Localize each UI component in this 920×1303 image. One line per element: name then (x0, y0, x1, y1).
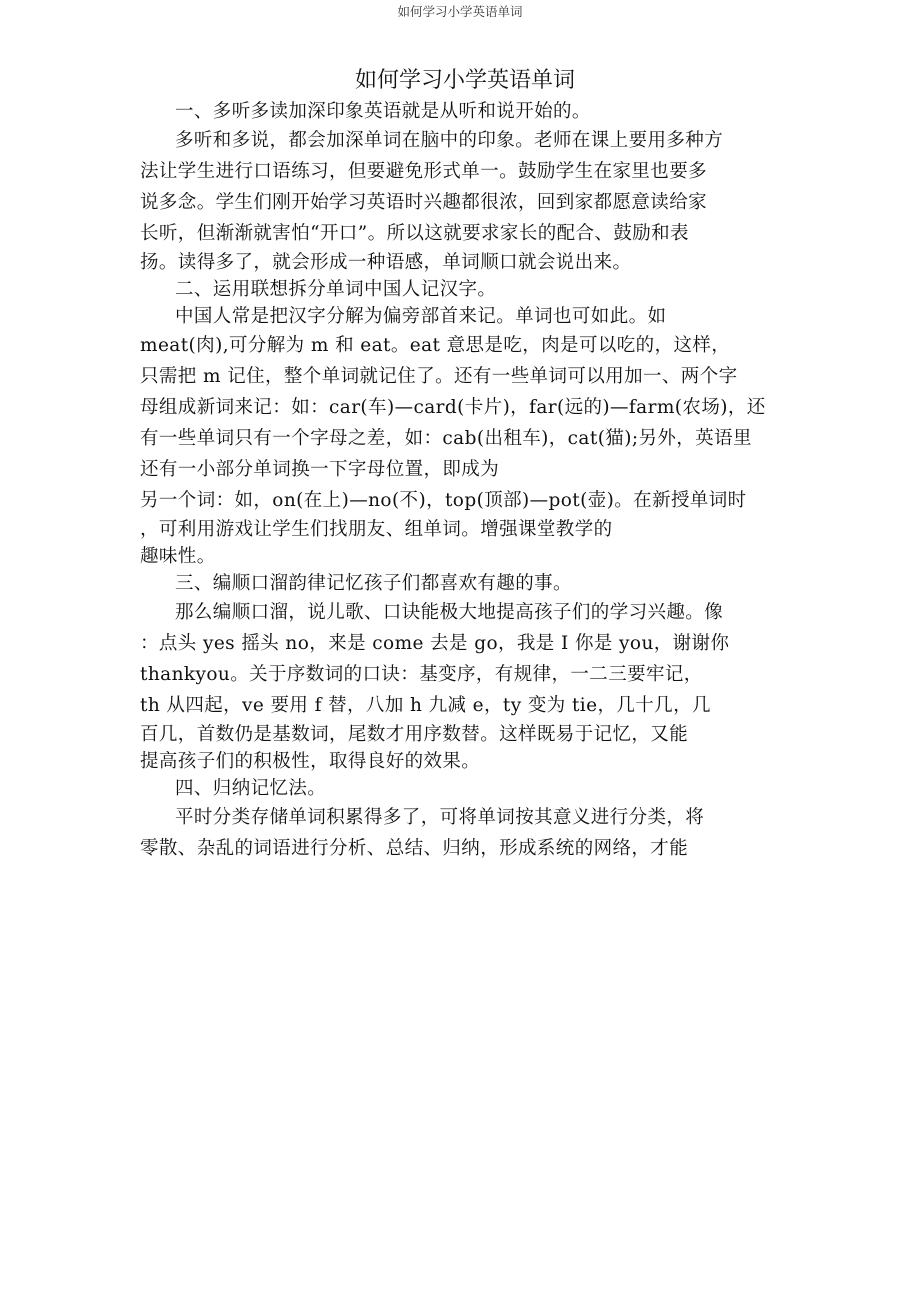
text-line: 零散、杂乱的词语进行分析、总结、归纳，形成系统的网络，才能 (140, 838, 689, 859)
text-line: 多听和多说，都会加深单词在脑中的印象。老师在课上要用多种方 (175, 130, 724, 151)
text-line: 平时分类存储单词积累得多了，可将单词按其意义进行分类，将 (175, 807, 705, 828)
text-line: 母组成新词来记：如：car(车)—card(卡片)，far(远的)—farm(农场)，还 (140, 397, 766, 418)
text-line: 那么编顺口溜，说儿歌、口诀能极大地提高孩子们的学习兴趣。像 (175, 602, 724, 623)
document-title: 如何学习小学英语单词 (354, 68, 575, 93)
document-paragraphs (140, 98, 790, 864)
text-line: 扬。读得多了，就会形成一种语感，单词顺口就会说出来。 (140, 252, 632, 273)
text-line: thankyou。关于序数词的口诀：基变序，有规律，一二三要牢记， (140, 664, 703, 685)
text-line: 三、编顺口溜韵律记忆孩子们都喜欢有趣的事。 (175, 573, 572, 594)
text-line: 长听，但渐渐就害怕“开口”。所以这就要求家长的配合、鼓励和表 (140, 223, 689, 244)
text-line: 另一个词：如，on(在上)—no(不)，top(顶部)—pot(壶)。在新授单词时 (140, 490, 747, 511)
text-line: 法让学生进行口语练习，但要避免形式单一。鼓励学生在家里也要多 (140, 161, 708, 182)
text-line: 中国人常是把汉字分解为偏旁部首来记。单词也可如此。如 (175, 306, 667, 327)
text-line: 还有一小部分单词换一下字母位置，即成为 (140, 459, 500, 480)
text-line: 说多念。学生们刚开始学习英语时兴趣都很浓，回到家都愿意读给家 (140, 192, 708, 213)
text-line: 有一些单词只有一个字母之差，如：cab(出租车)，cat(猫);另外，英语里 (140, 428, 752, 449)
text-line: 趣味性。 (140, 546, 216, 567)
text-line: 提高孩子们的积极性，取得良好的效果。 (140, 751, 481, 772)
text-line: meat(肉),可分解为 m 和 eat。eat 意思是吃，肉是可以吃的，这样， (140, 335, 731, 356)
text-line: 百几，首数仍是基数词，尾数才用序数替。这样既易于记忆，又能 (140, 724, 689, 745)
text-line: 只需把 m 记住，整个单词就记住了。还有一些单词可以用加一、两个字 (140, 366, 738, 387)
text-line: 二、运用联想拆分单词中国人记汉字。 (175, 279, 497, 300)
text-line: 四、归纳记忆法。 (175, 778, 327, 799)
text-line: th 从四起，ve 要用 f 替，八加 h 九减 e，ty 变为 tie，几十几，几 (140, 695, 711, 716)
running-header: 如何学习小学英语单词 (397, 4, 523, 19)
document-body (140, 64, 790, 864)
text-line: 一、多听多读加深印象英语就是从听和说开始的。 (175, 101, 591, 122)
text-line: ：点头 yes 摇头 no，来是 come 去是 go，我是 I 你是 you，谢谢你 (140, 633, 730, 654)
text-line: ，可利用游戏让学生们找朋友、组单词。增强课堂教学的 (140, 519, 613, 540)
